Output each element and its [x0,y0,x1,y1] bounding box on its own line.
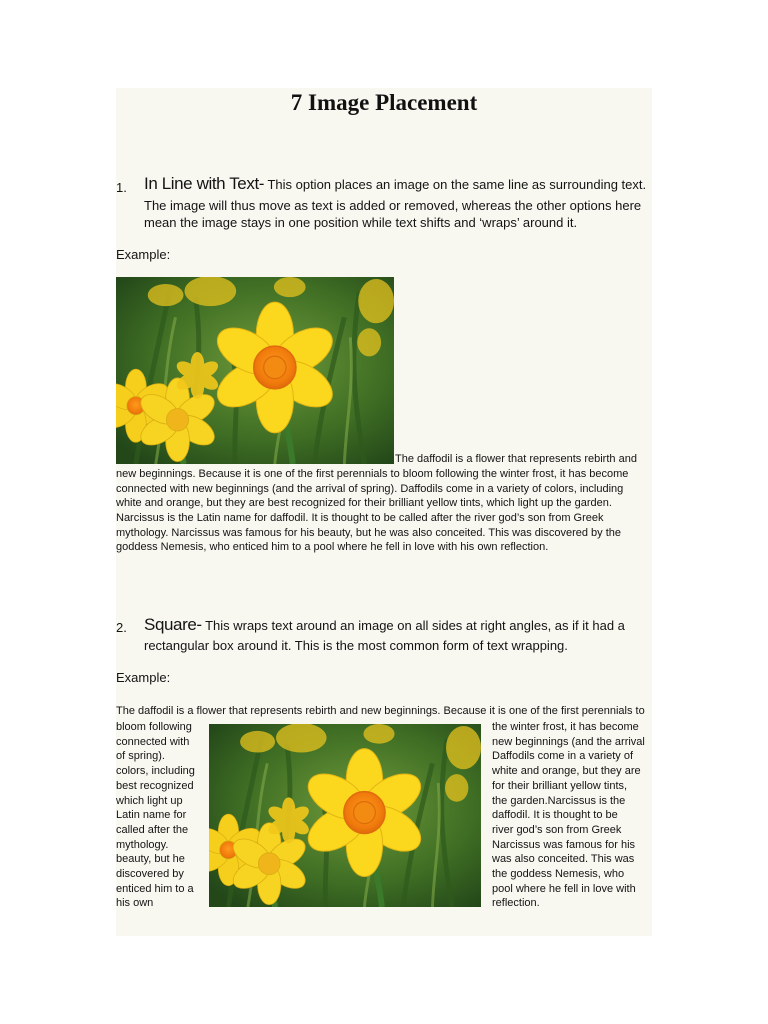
paragraph-line: Narcissus is the Latin name for daffodil. It is thought to be called after the river god’s son from Greek [116,512,604,524]
paragraph-line: connected with new beginnings (and the arrival of spring). Daffodils come in a variety of colors, including [116,483,624,495]
list-number-2: 2. [116,620,127,635]
wrap-line: discovered by [116,868,184,881]
wrap-line: the goddess Nemesis, who [492,868,625,881]
wrap-line: bloom following [116,721,192,733]
section-1-line: mean the image stays in one position while text shifts and ‘wraps’ around it. [144,215,578,230]
section-2-first-line [144,617,625,634]
wrap-line: white and orange, but they are [492,765,641,778]
paragraph-line: white and orange, but they are best recognized for their brilliant yellow tints, which light up the garden. [116,497,612,509]
square-top-line: The daffodil is a flower that represents rebirth and new beginnings. Because it is one of the first perennials to [116,705,645,717]
wrap-line: of spring). [116,750,165,763]
document-page [116,88,652,936]
square-left-column [116,720,206,911]
wrap-line: called after the [116,823,189,836]
wrap-line: mythology. [116,838,169,851]
list-number-1: 1. [116,180,127,195]
wrap-line: the garden.Narcissus is the [492,794,626,807]
wrap-line: reflection. [492,897,540,910]
wrap-line: new beginnings (and the arrival [492,735,645,748]
paragraph-line: goddess Nemesis, who enticed him to a pool where he fell in love with his own reflection. [116,541,549,553]
square-right-column [492,720,652,911]
wrap-line: Daffodils come in a variety of [492,750,634,763]
wrap-line: pool where he fell in love with [492,882,636,895]
section-1-heading: In Line with Text- [144,174,265,193]
wrap-line: the winter frost, it has become [492,721,639,733]
wrap-line: best recognized [116,779,194,792]
inline-caption: The daffodil is a flower that represents rebirth and [395,453,637,465]
wrap-line: Narcissus was famous for his [492,838,636,851]
wrap-line: was also conceited. This was [492,853,635,866]
section-2-line: rectangular box around it. This is the most common form of text wrapping. [144,638,568,653]
page-title: 7 Image Placement [290,90,478,115]
wrap-line: his own [116,897,154,910]
section-1-line: This option places an image on the same line as surrounding text. [264,177,647,192]
wrap-line: which light up [116,794,183,807]
wrap-line: daffodil. It is thought to be [492,809,618,822]
daffodil-photo-square [209,724,481,907]
wrap-line: enticed him to a [116,882,194,895]
wrap-line: colors, including [116,765,195,778]
section-2-heading: Square- [144,615,202,634]
wrap-line: for their brilliant yellow tints, [492,779,628,792]
daffodil-photo-inline [116,277,394,464]
section-2-line: This wraps text around an image on all sides at right angles, as if it had a [201,618,625,633]
section-1-first-line [144,176,646,193]
example-label: Example: [116,670,171,685]
wrap-line: Latin name for [116,809,187,822]
wrap-line: connected with [116,735,190,748]
paragraph-line: mythology. Narcissus was famous for his beauty, but he was also conceited. This was discovered by the [116,527,622,539]
paragraph-line: new beginnings. Because it is one of the first perennials to bloom following the winter frost, it has become [116,468,629,480]
example-label: Example: [116,247,171,262]
wrap-line: river god’s son from Greek [492,823,622,836]
wrap-line: beauty, but he [116,853,185,866]
section-1-line: The image will thus move as text is added or removed, whereas the other options here [144,198,642,213]
